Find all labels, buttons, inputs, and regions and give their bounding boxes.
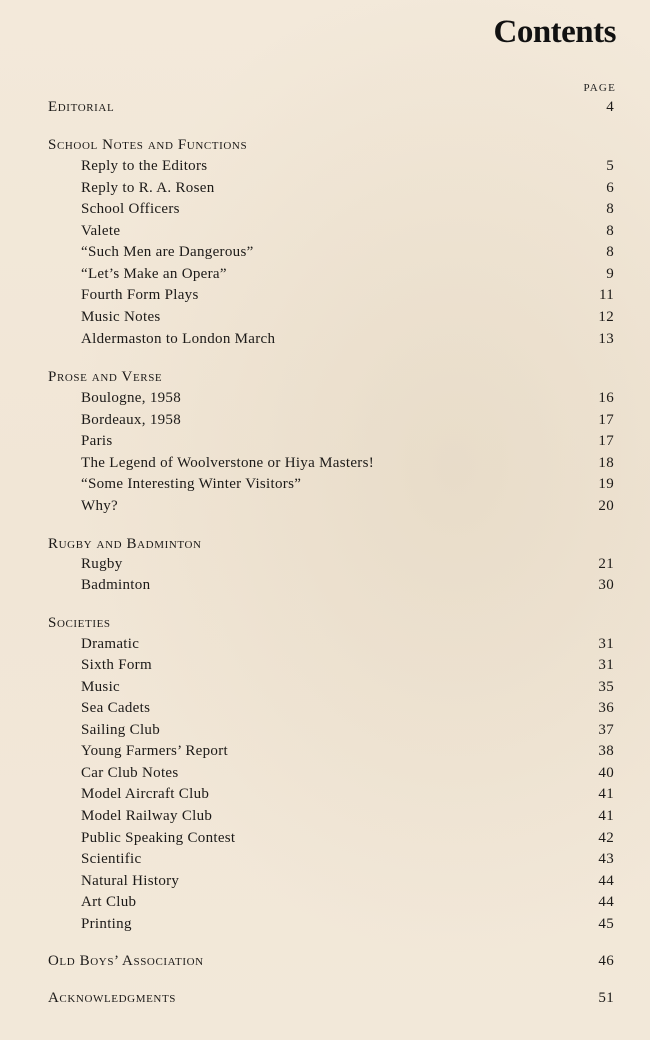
toc-entry (81, 636, 614, 656)
toc-entry (81, 266, 614, 286)
toc-section (48, 137, 614, 157)
toc-entry-title: Reply to the Editors (81, 158, 208, 174)
toc-entry-title: Music (81, 679, 120, 695)
toc-page-number: 42 (598, 830, 614, 846)
toc-entry (81, 808, 614, 828)
toc-entry-title: Boulogne, 1958 (81, 390, 182, 406)
toc-entry-title: “Let’s Make an Opera” (81, 266, 227, 282)
toc-entry-title: The Legend of Woolverstone or Hiya Masters! (81, 455, 374, 471)
toc-entry-title: Model Railway Club (81, 808, 213, 824)
toc-section-title: Old Boys’ Association (48, 953, 204, 969)
toc-entry (81, 851, 614, 871)
toc-page-number: 51 (598, 990, 614, 1006)
toc-entry-title: Dramatic (81, 636, 140, 652)
toc-entry-title: Sixth Form (81, 657, 152, 673)
toc-entry-title: Reply to R. A. Rosen (81, 180, 215, 196)
toc-entry (81, 830, 614, 850)
toc-section-title: Societies (48, 615, 111, 631)
toc-entry (81, 244, 614, 264)
toc-page-number: 16 (598, 390, 614, 406)
toc-page-number: 41 (598, 786, 614, 802)
toc-entry-title: “Such Men are Dangerous” (81, 244, 254, 260)
toc-entry-title: Sailing Club (81, 722, 161, 738)
toc-page-number: 30 (598, 577, 614, 593)
toc-entry (81, 765, 614, 785)
toc-entry (81, 455, 614, 475)
toc-entry (81, 722, 614, 742)
page-column-label: PAGE (583, 82, 616, 94)
toc-entry (81, 498, 614, 518)
toc-entry (81, 309, 614, 329)
toc-section (48, 990, 614, 1010)
toc-entry (81, 743, 614, 763)
toc-section (48, 953, 614, 973)
toc-entry-title: Badminton (81, 577, 151, 593)
toc-page-number: 31 (598, 636, 614, 652)
toc-entry-title: Car Club Notes (81, 765, 179, 781)
toc-section (48, 369, 614, 389)
toc-page-number: 38 (598, 743, 614, 759)
toc-page-number: 36 (598, 700, 614, 716)
toc-page-number: 44 (598, 894, 614, 910)
toc-entry (81, 158, 614, 178)
toc-entry (81, 657, 614, 677)
toc-entry (81, 786, 614, 806)
toc-page-number: 17 (598, 412, 614, 428)
toc-entry-title: Aldermaston to London March (81, 331, 276, 347)
toc-entry-title: Fourth Form Plays (81, 287, 199, 303)
toc-page-number: 45 (598, 916, 614, 932)
toc-entry-title: “Some Interesting Winter Visitors” (81, 476, 302, 492)
toc-page-number: 44 (598, 873, 614, 889)
toc-section-title: Acknowledgments (48, 990, 176, 1006)
toc-section (48, 615, 614, 635)
toc-entry-title: Bordeaux, 1958 (81, 412, 182, 428)
toc-entry (81, 894, 614, 914)
toc-entry-title: Why? (81, 498, 119, 514)
toc-entry-title: Sea Cadets (81, 700, 151, 716)
toc-entry (81, 577, 614, 597)
toc-page-number: 8 (606, 223, 614, 239)
toc-page-number: 46 (598, 953, 614, 969)
toc-page-number: 41 (598, 808, 614, 824)
toc-section-title: Editorial (48, 99, 115, 115)
toc-page-number: 43 (598, 851, 614, 867)
toc-page-number: 35 (598, 679, 614, 695)
toc-page-number: 8 (606, 201, 614, 217)
toc-entry (81, 223, 614, 243)
toc-entry (81, 556, 614, 576)
toc-section-title: Prose and Verse (48, 369, 163, 385)
toc-entry-title: Natural History (81, 873, 180, 889)
toc-entry-title: Paris (81, 433, 113, 449)
toc-entry (81, 287, 614, 307)
toc-page-number: 6 (606, 180, 614, 196)
toc-section-title: School Notes and Functions (48, 137, 248, 153)
toc-page-number: 37 (598, 722, 614, 738)
toc-section-title: Rugby and Badminton (48, 536, 202, 552)
toc-entry (81, 873, 614, 893)
toc-section (48, 536, 614, 556)
toc-entry-title: Printing (81, 916, 132, 932)
toc-entry-title: Art Club (81, 894, 137, 910)
toc-entry (81, 331, 614, 351)
toc-entry (81, 476, 614, 496)
toc-entry-title: Public Speaking Contest (81, 830, 236, 846)
page-title: Contents (493, 14, 616, 50)
toc-page-number: 19 (598, 476, 614, 492)
toc-page-number: 20 (598, 498, 614, 514)
toc-page-number: 40 (598, 765, 614, 781)
toc-entry (81, 390, 614, 410)
toc-entry-title: Rugby (81, 556, 123, 572)
toc-page-number: 13 (598, 331, 614, 347)
toc-page-number: 9 (606, 266, 614, 282)
toc-page-number: 12 (598, 309, 614, 325)
toc-page-number: 17 (598, 433, 614, 449)
toc-entry-title: Valete (81, 223, 121, 239)
toc-entry-title: Scientific (81, 851, 142, 867)
toc-entry-title: School Officers (81, 201, 180, 217)
toc-section (48, 99, 614, 119)
toc-entry (81, 679, 614, 699)
toc-entry (81, 433, 614, 453)
toc-page-number: 11 (598, 287, 614, 303)
toc-entry-title: Music Notes (81, 309, 161, 325)
toc-page-number: 21 (598, 556, 614, 572)
toc-entry (81, 700, 614, 720)
toc-page-number: 18 (598, 455, 614, 471)
toc-entry (81, 201, 614, 221)
toc-entry (81, 180, 614, 200)
toc-entry-title: Young Farmers’ Report (81, 743, 228, 759)
toc-entry (81, 412, 614, 432)
toc-entry (81, 916, 614, 936)
toc-entry-title: Model Aircraft Club (81, 786, 210, 802)
toc-page-number: 8 (606, 244, 614, 260)
toc-page-number: 4 (606, 99, 614, 115)
toc-page-number: 5 (606, 158, 614, 174)
toc-page-number: 31 (598, 657, 614, 673)
